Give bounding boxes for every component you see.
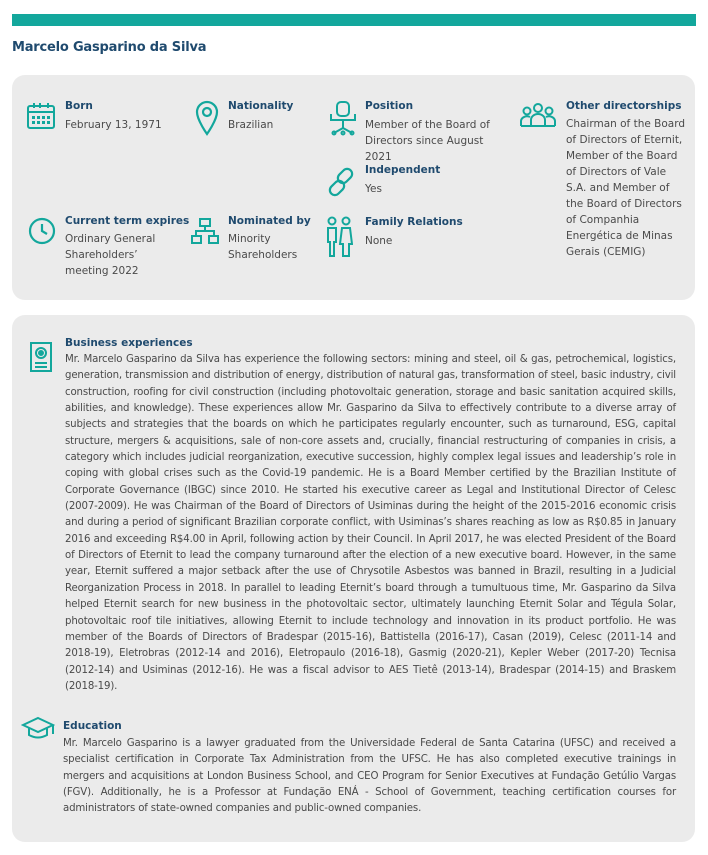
nationality-label: Nationality: [228, 100, 294, 112]
nominated-by-value: Minority Shareholders: [228, 233, 298, 261]
calendar-icon: [26, 102, 56, 130]
certificate-icon: [29, 341, 53, 373]
graduation-cap-icon: [21, 716, 55, 742]
business-experiences-title: Business experiences: [65, 337, 193, 349]
family-relations-label: Family Relations: [365, 216, 463, 228]
link-icon: [327, 166, 357, 198]
other-directorships-value: Chairman of the Board of Directors of Eternit, Member of the Board of Directors of Vale S.A. and Member of the Board of Directors of Companhia Energética de Minas Gerais (CEMIG): [566, 118, 686, 258]
experience-card: [12, 315, 695, 842]
location-pin-icon: [195, 100, 219, 136]
page-title: Marcelo Gasparino da Silva: [12, 40, 207, 55]
independent-label: Independent: [365, 164, 441, 176]
profile-card: [12, 75, 695, 300]
born-value: February 13, 1971: [65, 119, 162, 131]
nominated-by-label: Nominated by: [228, 215, 311, 227]
family-icon: [325, 216, 353, 258]
clock-icon: [28, 217, 56, 245]
group-icon: [519, 102, 557, 128]
education-text: Mr. Marcelo Gasparino is a lawyer graduated from the Universidade Federal de Santa Catarina (UFSC) and received a specialist certification in Corporate Tax Administration from the UFSC. He has also completed executive trainings in mergers and acquisitions at London Business School, and CEO Program for Senior Executives at Fundação Getúlio Vargas (FGV). Additionally, he is a Professor at Fundação ENÁ - School of Government, teaching certification courses for administrators of state-owned companies and public-owned companies.: [63, 738, 676, 815]
born-label: Born: [65, 100, 93, 112]
position-value: Member of the Board of Directors since August 2021: [365, 119, 490, 163]
nationality-value: Brazilian: [228, 119, 274, 131]
independent-value: Yes: [365, 183, 382, 195]
current-term-label: Current term expires: [65, 215, 190, 227]
position-label: Position: [365, 100, 414, 112]
top-accent-bar: [12, 14, 696, 26]
other-directorships-label: Other directorships: [566, 100, 682, 112]
org-chart-icon: [191, 217, 219, 245]
family-relations-value: None: [365, 235, 393, 247]
education-title: Education: [63, 720, 122, 732]
chair-icon: [329, 100, 357, 136]
business-experiences-text: Mr. Marcelo Gasparino da Silva has experience the following sectors: mining and steel, oil & gas, petrochemical, logistics, generation, transmission and distribution of energy, distribution of natural gas, transformation of steel, basic industry, civil construction, roofing for civil construction (including photovoltaic generation, storage and basic sanitation acquired skills, abilities, and knowledge). These experiences allow Mr. Gasparino da Silva to effectively contribute to a diverse array of subjects and strategies that the boards on which he participates regularly encounter, such as turnaround, ESG, capital structure, mergers & acquisitions, sale of non-core assets and, crucially, financial restructuring of companies in crisis, a category which includes judicial reorganization, executive succession, highly complex legal issues and leadership’s role in coping with global crises such as the Covid-19 pandemic. He is a Board Member certified by the Brazilian Institute of Corporate Governance (IBGC) since 2010. He started his executive career as Legal and Institutional Director of Celesc (2007-2009). He was Chairman of the Board of Directors of Usiminas during the height of the 2015-2016 economic crisis and during a period of significant Brazilian corporate conflict, with Usiminas’s shares reaching as low as R$0.85 in January 2016 and exceeding R$4.00 in April, following action by their Council. In April 2017, he was elected President of the Board of Directors of Eternit to lead the company turnaround after the election of a new executive board. However, in the same year, Eternit suffered a major setback after the use of Chrysotile Asbestos was banned in Brazil, resulting in a Judicial Reorganization Process in 2018. In parallel to leading Eternit’s board through a tumultuous time, Mr. Gasparino da Silva helped Eternit search for new business in the photovoltaic sector, ultimately launching Eternit Solar and Tégula Solar, photovoltaic roof tile initiatives, allowing Eternit to include technology and innovation in its product portfolio. He was member of the Boards of Directors of Bradespar (2015-16), Battistella (2016-17), Casan (2019), Celesc (2011-14 and 2018-19), Eletrobras (2012-14 and 2016), Eletropaulo (2016-18), Gasmig (2020-21), Kepler Weber (2017-20) Tecnisa (2012-14) and Usiminas (2012-16). He was a fiscal advisor to AES Tietê (2013-14), Bradespar (2014-15) and Braskem (2018-19).: [65, 354, 676, 692]
current-term-value: Ordinary General Shareholders’ meeting 2022: [65, 233, 156, 277]
